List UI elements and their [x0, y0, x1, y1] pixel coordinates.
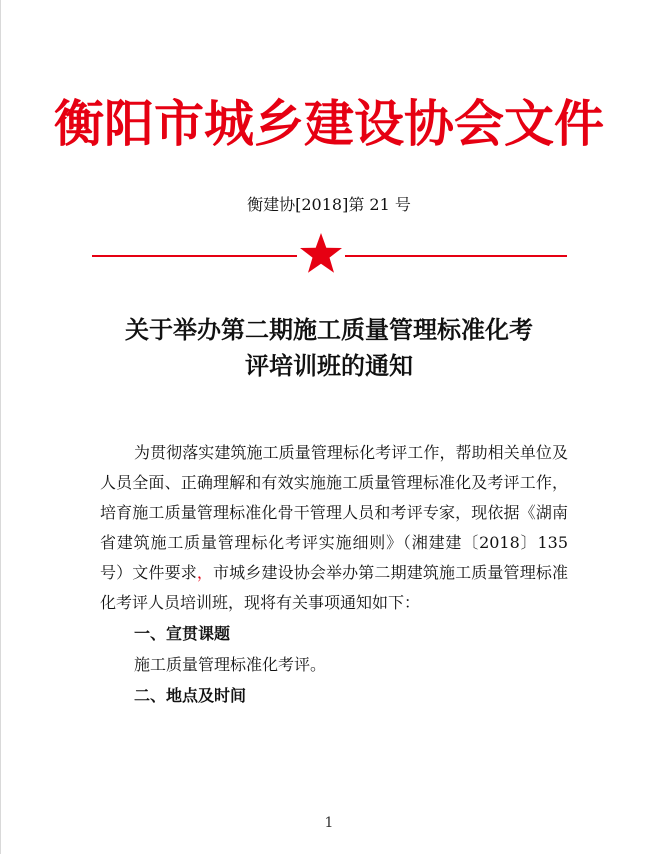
section-heading-location-time: 二、地点及时间 [134, 686, 247, 705]
intro-paragraph [100, 438, 568, 618]
page-number: 1 [324, 815, 334, 831]
notice-title-line-2: 评培训班的通知 [245, 352, 413, 380]
notice-body [100, 438, 568, 712]
red-star-icon [299, 231, 343, 275]
section-heading-topic: 一、宣贯课题 [134, 624, 231, 643]
intro-text-part-2: 市城乡建设协会举办第二期建筑施工质量管理标准化考评人员培训班，现将有关事项通知如下： [100, 563, 568, 612]
section-body-topic: 施工质量管理标准化考评。 [134, 655, 327, 674]
red-divider-right [345, 255, 567, 257]
notice-title-line-1: 关于举办第二期施工质量管理标准化考 [125, 316, 533, 344]
org-masthead-title: 衡阳市城乡建设协会文件 [54, 95, 604, 153]
intro-red-comma: ， [196, 563, 214, 582]
notice-title [0, 312, 658, 384]
document-number: 衡建协[2018]第 21 号 [247, 195, 411, 214]
red-divider-left [92, 255, 297, 257]
intro-text-part-1: 为贯彻落实建筑施工质量管理标化考评工作，帮助相关单位及人员全面、正确理解和有效实施施工质量管理标准化及考评工作，培育施工质量管理标准化骨干管理人员和考评专家，现依据《湖南省建筑施工质量管理标化考评实施细则》（湘建建〔2018〕135 号）文件要求 [100, 443, 568, 582]
